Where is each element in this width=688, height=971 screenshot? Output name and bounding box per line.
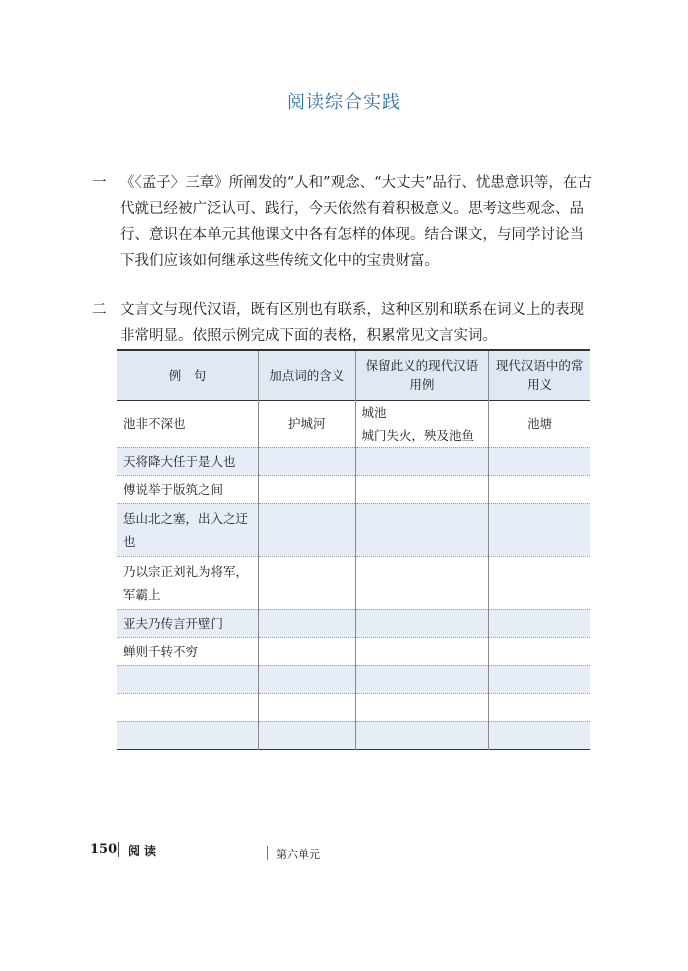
table-row xyxy=(117,447,590,475)
common-meaning-cell xyxy=(489,447,590,475)
example-sentence-cell: 亚夫乃传言开壁门 xyxy=(123,615,224,631)
word-meaning-cell xyxy=(258,503,355,556)
word-meaning-cell xyxy=(258,665,355,693)
common-meaning-cell: 池塘 xyxy=(489,400,590,447)
common-meaning-cell xyxy=(489,475,590,503)
example-sentence-cell: 池非不深也 xyxy=(123,416,186,431)
table-row xyxy=(117,475,590,503)
word-meaning-cell xyxy=(258,447,355,475)
common-meaning-cell xyxy=(489,609,590,637)
table-row xyxy=(117,665,590,693)
word-meaning-cell xyxy=(258,556,355,609)
word-meaning-cell: 护城河 xyxy=(258,400,355,447)
word-meaning-cell xyxy=(258,475,355,503)
modern-usage-cell xyxy=(355,475,489,503)
example-sentence-cell xyxy=(117,665,258,693)
example-sentence-cell xyxy=(117,721,258,749)
table-row xyxy=(117,693,590,721)
word-meaning-cell xyxy=(258,637,355,665)
table-row xyxy=(117,721,590,749)
question-2-text: 文言文与现代汉语，既有区别也有联系，这种区别和联系在词义上的表现非常明显。依照示例完成下面的表格，积累常见文言实词。 xyxy=(120,302,584,344)
table-row xyxy=(117,503,590,556)
word-meaning-cell xyxy=(258,721,355,749)
question-1-number: 一 xyxy=(92,175,107,191)
table-row xyxy=(117,609,590,637)
common-meaning-cell xyxy=(489,721,590,749)
table-row xyxy=(117,637,590,665)
common-meaning-cell xyxy=(489,556,590,609)
table-header-row xyxy=(117,350,590,400)
footer-unit: 第六单元 xyxy=(276,848,320,861)
modern-usage-cell xyxy=(355,665,489,693)
example-sentence-cell: 恁山北之塞，出入之迂也 xyxy=(123,510,249,549)
question-2-number: 二 xyxy=(92,302,107,318)
common-meaning-cell xyxy=(489,665,590,693)
word-meaning-cell xyxy=(258,693,355,721)
modern-usage-cell xyxy=(355,637,489,665)
header-word-meaning: 加点词的含义 xyxy=(258,350,355,400)
header-example-sentence: 例 句 xyxy=(168,367,207,383)
common-meaning-cell xyxy=(489,503,590,556)
table-row xyxy=(117,400,590,447)
header-modern-usage: 保留此义的现代汉语用例 xyxy=(355,350,489,400)
page-number: 150 xyxy=(90,842,118,857)
example-sentence-cell: 乃以宗正刘礼为将军，军霸上 xyxy=(123,563,249,602)
modern-usage-cell xyxy=(355,693,489,721)
modern-usage-cell xyxy=(355,503,489,556)
page-title: 阅读综合实践 xyxy=(287,92,401,113)
question-1 xyxy=(92,170,592,274)
footer-divider xyxy=(118,842,119,857)
example-sentence-cell: 蝉则千转不穷 xyxy=(123,643,199,659)
common-meaning-cell xyxy=(489,693,590,721)
modern-usage-cell xyxy=(355,721,489,749)
word-meaning-cell xyxy=(258,609,355,637)
header-common-meaning: 现代汉语中的常用义 xyxy=(489,350,590,400)
example-sentence-cell: 天将降大任于是人也 xyxy=(123,453,236,469)
common-meaning-cell xyxy=(489,637,590,665)
modern-usage-cell: 城池 城门失火，殃及池鱼 xyxy=(355,400,489,447)
footer-divider xyxy=(267,846,268,860)
footer-section: 阅读 xyxy=(128,844,161,858)
modern-usage-cell xyxy=(355,609,489,637)
modern-usage-cell xyxy=(355,556,489,609)
vocabulary-table xyxy=(117,349,590,750)
question-1-text: 《〈孟子〉三章》所阐发的“人和”观念、“大丈夫”品行、忧患意识等，在古代就已经被广泛认可、践行，今天依然有着积极意义。思考这些观念、品行、意识在本单元其他课文中各有怎样的体现。结合课文，与同学讨论当下我们应该如何继承这些传统文化中的宝贵财富。 xyxy=(120,175,592,269)
example-sentence-cell xyxy=(117,693,258,721)
table-row xyxy=(117,556,590,609)
question-2 xyxy=(92,297,592,349)
example-sentence-cell: 傅说举于版筑之间 xyxy=(123,481,224,497)
modern-usage-cell xyxy=(355,447,489,475)
